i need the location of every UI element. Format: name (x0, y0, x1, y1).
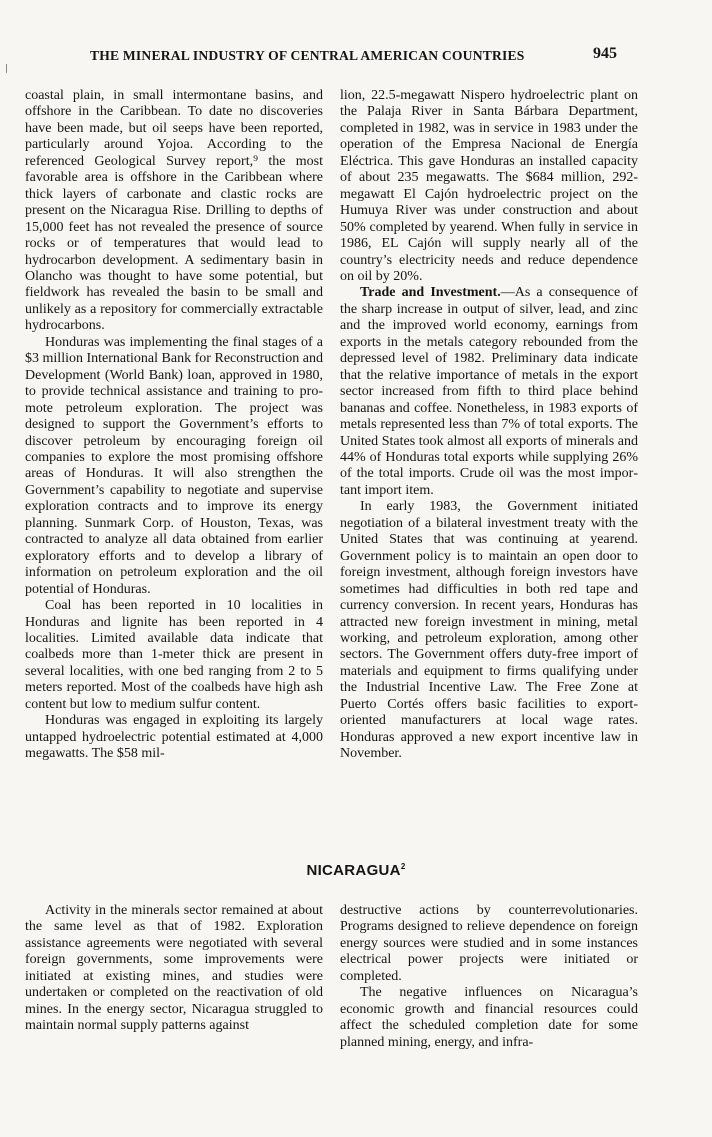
paragraph-hydroelectric: Honduras was engaged in exploiting its largely untapped hydroelectric potential estimated at 4,000 megawatts. The $58 mil- (25, 713, 323, 762)
nicaragua-column-right (340, 903, 638, 1051)
paragraph-coal: Coal has been reported in 10 localities in Honduras and lignite has been reported in 4 localities. Limited available data indicate that coalbeds more than 1-meter thick are present in several localities, with one bed ranging from 2 to 5 meters reported. Most of the coalbeds have high ash content but low to medium sulfur content. (25, 598, 323, 712)
nicaragua-column-left (25, 903, 323, 1035)
paragraph-petroleum-geology: coastal plain, in small intermontane basins, and offshore in the Caribbean. To date no discoveries have been made, but oil seeps have been reported, particularly around Yojoa. According to the referenced Geological Survey report,⁹ the most favorable area is offshore in the Caribbean where thick layers of carbonate and clastic rocks are present on the Nicaragua Rise. Drilling to depths of 15,000 feet has not revealed the presence of source rocks or of temperatures that would lead to hydrocarbon development. A sedimentary basin in Olancho was thought to have some potential, but fieldwork has revealed the basin to be small and unlikely as a repository for commercially extractable hydrocarbons. (25, 88, 323, 334)
paragraph-trade-investment (340, 285, 638, 499)
section-title: NICARAGUA (306, 862, 401, 879)
trade-investment-text: —As a consequence of the sharp increase in output of silver, lead, and zinc and the improved world economy, earnings from exports in the metals category rebounded from the depressed level of 1982. Preliminary data indicate that the relative importance of metals in the export sector increased from fifth to third place behind bananas and coffee. Nonetheless, in 1983 exports of metals represented less than 7% of total exports. The United States took almost all exports of minerals and 44% of Honduras total exports while supplying 26% of the total imports. Crude oil was the most important import item. (340, 285, 639, 498)
paragraph-minerals-activity: Activity in the minerals sector remained at about the same level as that of 1982. Exploration assistance agreements were negotiated with several foreign governments, some improvements were initiated at existing mines, and studies were undertaken or completed on the reactivation of old mines. In the energy sector, Nicaragua struggled to maintain normal supply patterns against (25, 903, 323, 1034)
paragraph-world-bank-loan: Honduras was implementing the final stages of a $3 million International Bank for Reconstruction and Development (World Bank) loan, approved in 1980, to provide technical assistance and training to promote petroleum exploration. The project was designed to support the Government’s efforts to discover petroleum by encouraging foreign oil companies to explore the most promising offshore areas of Honduras. It will also strengthen the Government’s capability to negotiate and supervise exploration contracts and to improve its energy planning. Sunmark Corp. of Houston, Texas, was contracted to analyze all data obtained from earlier exploratory efforts and to develop a library of information on petroleum exploration and the oil potential of Honduras. (25, 334, 323, 597)
page-number: 945 (593, 45, 617, 62)
honduras-column-left (25, 88, 323, 763)
section-heading-nicaragua (0, 862, 712, 879)
run-in-heading-trade: Trade and Investment. (360, 285, 501, 301)
margin-mark (6, 64, 7, 73)
paragraph-energy-programs: destructive actions by counterrevolutionaries. Programs designed to relieve dependence on foreign energy sources were studied and in some instances electrical power projects were initiated or completed. (340, 903, 638, 984)
paragraph-investment-treaty: In early 1983, the Government initiated negotiation of a bilateral investment treaty with the United States that was continuing at yearend. Government policy is to maintain an open door to foreign investment, although foreign investors have sometimes had difficulties in both red tape and currency conversion. In recent years, Honduras has attracted new foreign investment in mining, metal working, and petroleum exploration, among other sectors. The Government offers duty-free import of materials and equipment to firms qualifying under the Industrial Incentive Law. The Free Zone at Puerto Cortés offers basic facilities to export-oriented manufacturers at local wage rates. Honduras approved a new export incentive law in November. (340, 499, 638, 762)
paragraph-negative-influences: The negative influences on Nicaragua’s economic growth and financial resources could affect the scheduled completion date for some planned mining, energy, and infra- (340, 985, 638, 1050)
footnote-mark: 2 (400, 862, 406, 871)
honduras-column-right (340, 88, 638, 763)
paragraph-nispero-el-cajon: lion, 22.5-megawatt Nispero hydroelectric plant on the Palaja River in Santa Bárbara Department, completed in 1982, was in service in 1983 under the operation of the Empresa Nacional de Energía Eléctrica. This gave Honduras an installed capacity of about 235 megawatts. The $684 million, 292-megawatt El Cajón hydroelectric project on the Humuya River was under construction and about 50% completed by yearend. When fully in service in 1986, EL Cajón will supply nearly all of the country’s electricity needs and reduce dependence on oil by 20%. (340, 88, 638, 284)
running-head: THE MINERAL INDUSTRY OF CENTRAL AMERICAN COUNTRIES (90, 48, 525, 63)
